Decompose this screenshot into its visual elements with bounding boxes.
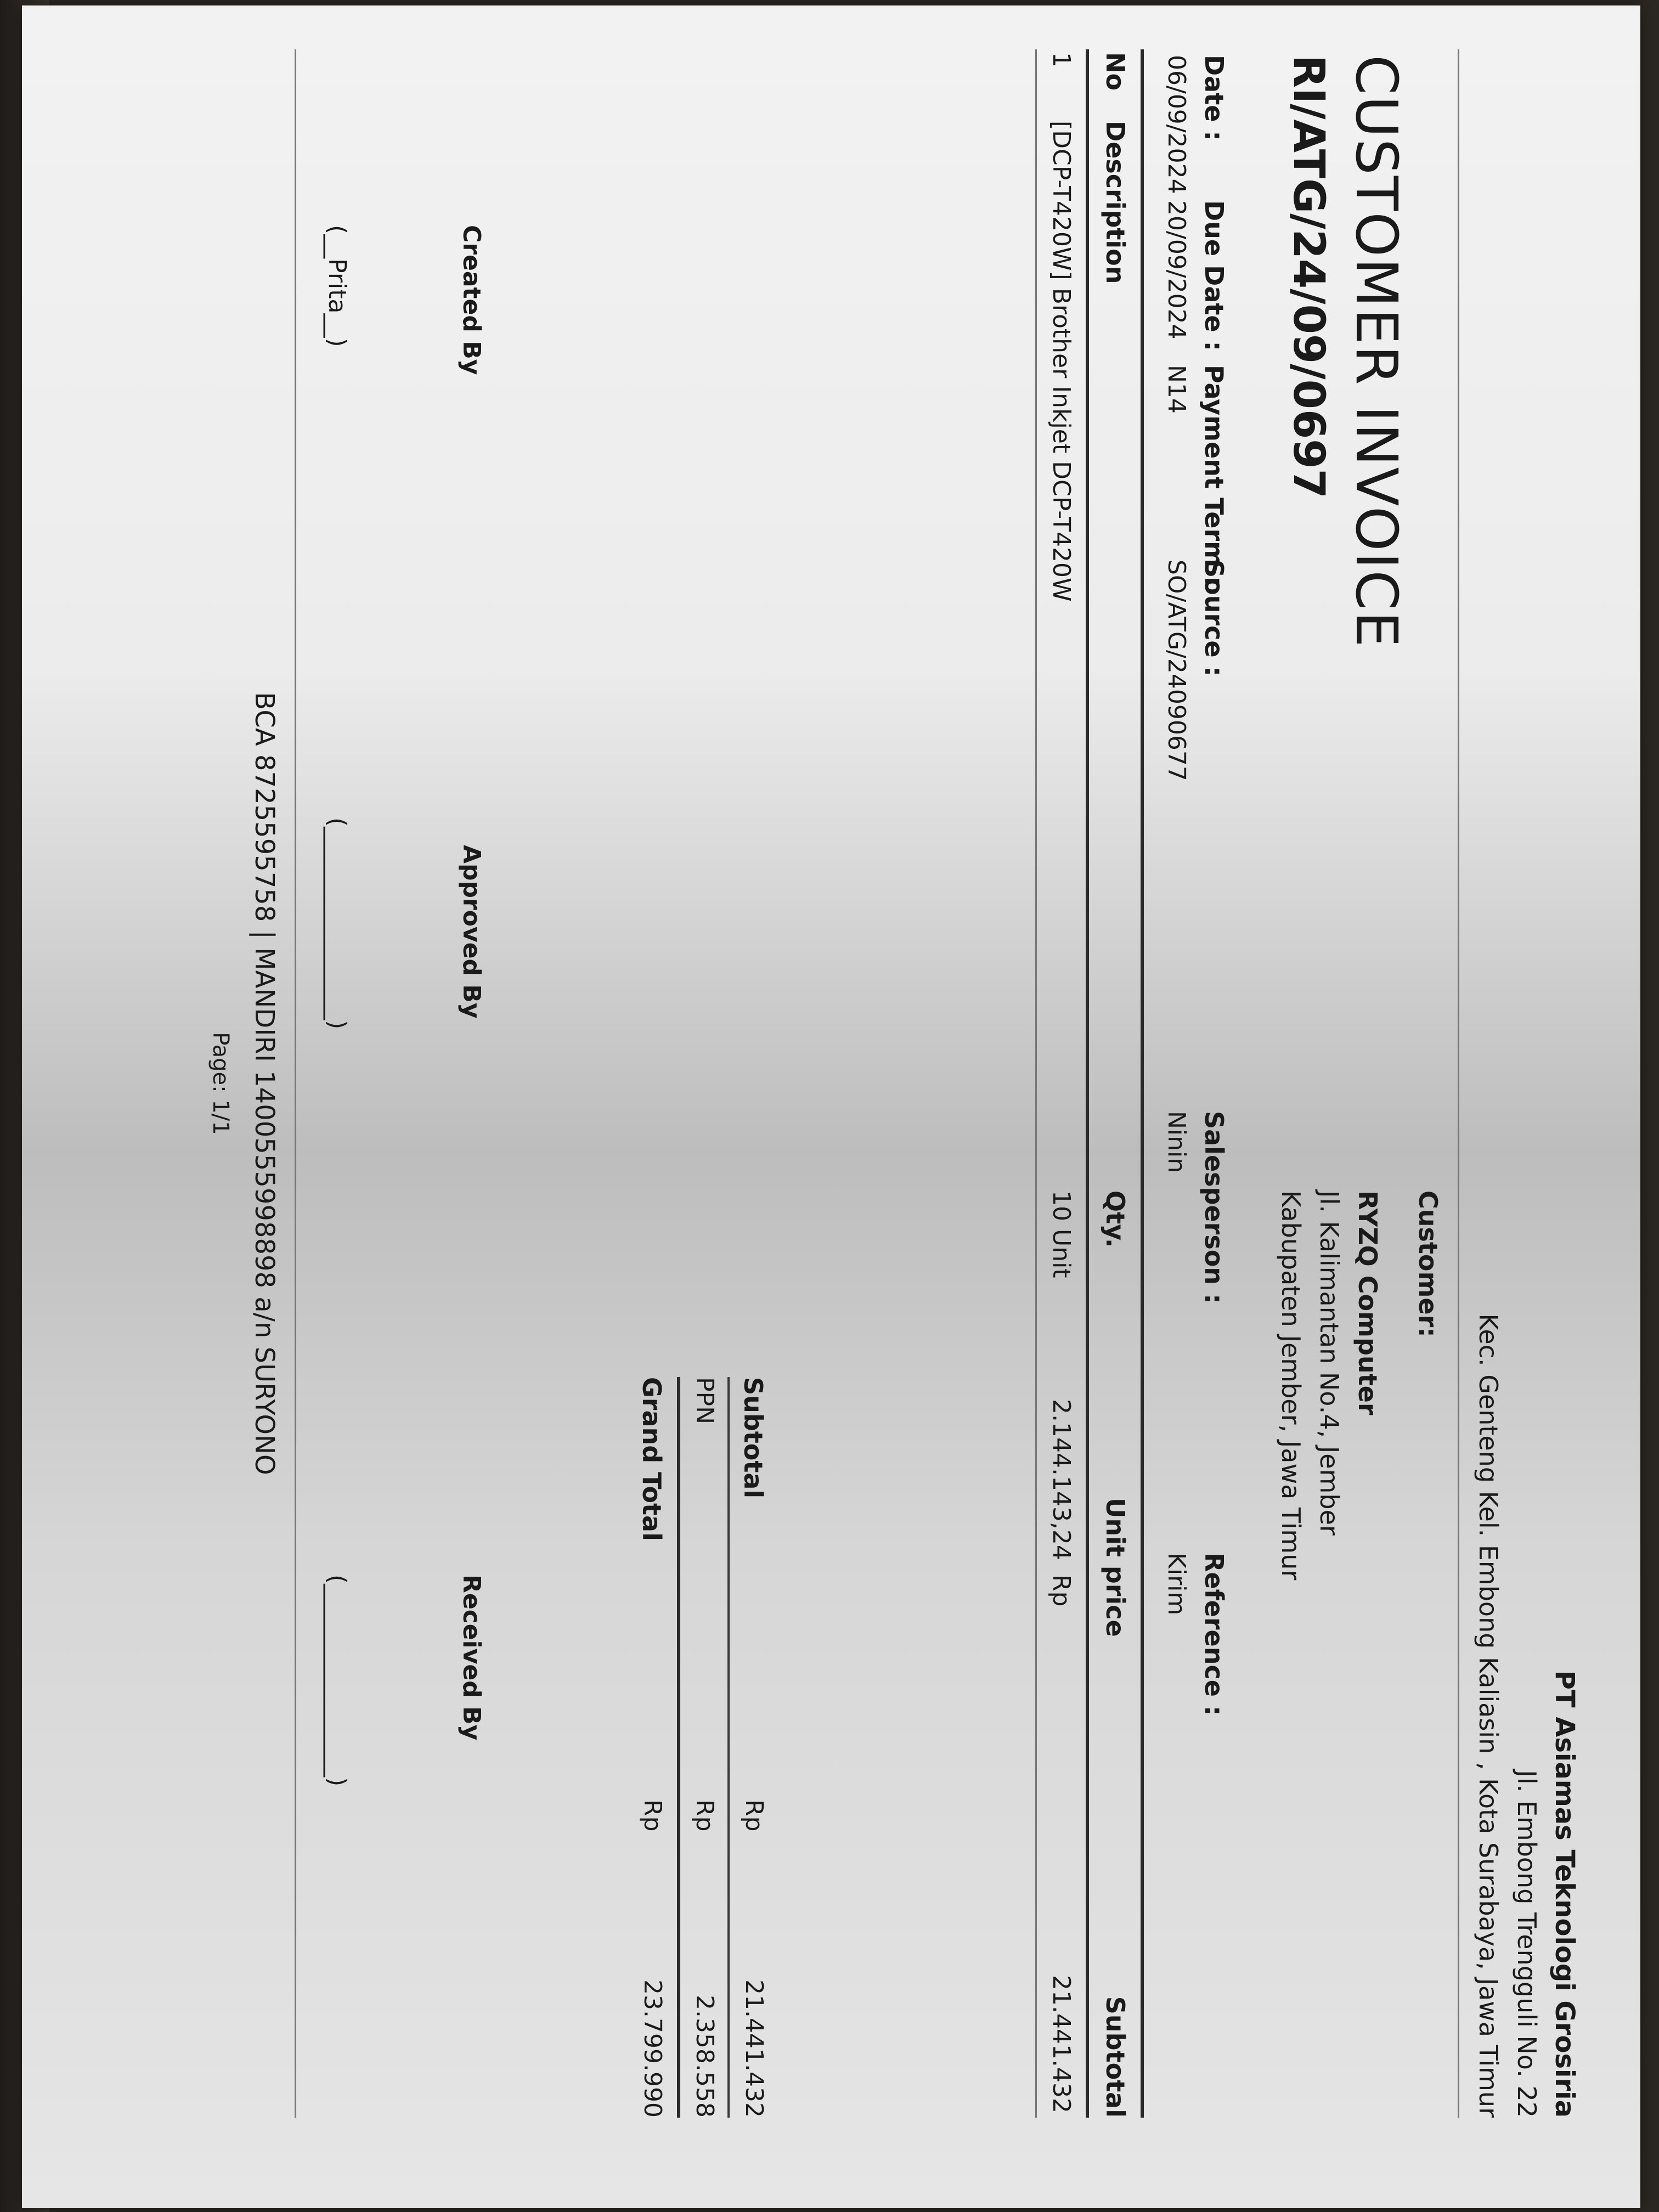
col-header-subtotal: Subtotal xyxy=(1101,1996,1130,2118)
table-row-rule xyxy=(1035,49,1037,2118)
company-name: PT Asiamas Teknologi Grosiria xyxy=(1549,1670,1580,2118)
grand-total-label: Grand Total xyxy=(637,1377,667,1541)
row-unit-price: 2.144.143,24 xyxy=(1047,1399,1075,1560)
date-label: Date : xyxy=(1199,55,1229,141)
subtotal-currency: Rp xyxy=(740,1799,768,1832)
reference-value: Kirim xyxy=(1163,1553,1190,1616)
due-date-label: Due Date : xyxy=(1199,200,1229,351)
approved-by-label: Approved By xyxy=(458,845,486,1019)
row-no: 1 xyxy=(1047,52,1075,67)
source-label: Source : xyxy=(1199,560,1229,677)
col-header-no: No xyxy=(1101,52,1130,91)
payment-term-label: Payment Term : xyxy=(1199,365,1229,586)
company-address-line2: Kec. Genteng Kel. Embong Kaliasin , Kota Surabaya, Jawa Timur xyxy=(1474,1313,1503,2118)
received-by-signature-line: (________________) xyxy=(323,1575,351,1787)
ppn-currency: Rp xyxy=(691,1799,719,1832)
company-address-line1: Jl. Embong Trengguli No. 22 xyxy=(1512,1770,1542,2118)
source-value: SO/ATG/24090677 xyxy=(1163,560,1190,781)
created-by-name: (__Prita__) xyxy=(323,225,351,347)
table-top-rule xyxy=(1141,49,1144,2118)
due-date-value: 20/09/2024 xyxy=(1163,200,1190,340)
header-divider xyxy=(1458,49,1459,2118)
subtotal-label: Subtotal xyxy=(738,1377,768,1499)
row-description: [DCP-T420W] Brother Inkjet DCP-T420W xyxy=(1047,121,1075,602)
customer-address-line1: Jl. Kalimantan No.4, Jember xyxy=(1314,1190,1344,1536)
invoice-paper xyxy=(22,5,1640,2208)
row-subtotal: 21.441.432 xyxy=(1047,1975,1075,2113)
subtotal-rule xyxy=(727,1377,730,2118)
invoice-document xyxy=(77,5,1640,2162)
footer-divider xyxy=(295,49,296,2118)
customer-label: Customer: xyxy=(1413,1190,1443,1338)
subtotal-value: 21.441.432 xyxy=(740,1979,768,2118)
grand-total-rule xyxy=(677,1377,680,2118)
received-by-label: Received By xyxy=(458,1575,486,1741)
payment-term-value: N14 xyxy=(1163,365,1190,414)
customer-address-line2: Kabupaten Jember, Jawa Timur xyxy=(1276,1190,1306,1581)
row-qty: 10 Unit xyxy=(1047,1190,1075,1278)
bank-info: BCA 8725595758 | MANDIRI 1400555998898 a/n SURYONO xyxy=(249,692,280,1475)
invoice-number: RI/ATG/24/09/0697 xyxy=(1284,55,1333,499)
ppn-value: 2.358.558 xyxy=(691,1995,719,2118)
salesperson-value: Ninin xyxy=(1163,1111,1190,1173)
invoice-title: CUSTOMER INVOICE xyxy=(1343,55,1410,648)
col-header-unit-price: Unit price xyxy=(1101,1498,1130,1637)
grand-total-currency: Rp xyxy=(639,1799,667,1832)
grand-total-value: 23.799.990 xyxy=(639,1979,667,2118)
ppn-label: PPN xyxy=(691,1377,719,1424)
page-number: Page: 1/1 xyxy=(208,1032,233,1135)
approved-by-signature-line: (________________) xyxy=(323,817,351,1030)
reference-label: Reference : xyxy=(1199,1553,1229,1716)
created-by-label: Created By xyxy=(458,225,486,375)
customer-name: RYZQ Computer xyxy=(1353,1190,1383,1415)
table-header-rule xyxy=(1086,49,1089,2118)
col-header-qty: Qty. xyxy=(1101,1190,1130,1248)
col-header-description: Description xyxy=(1101,121,1130,284)
salesperson-label: Salesperson : xyxy=(1199,1111,1229,1304)
row-currency: Rp xyxy=(1047,1575,1075,1607)
date-value: 06/09/2024 xyxy=(1163,55,1190,194)
